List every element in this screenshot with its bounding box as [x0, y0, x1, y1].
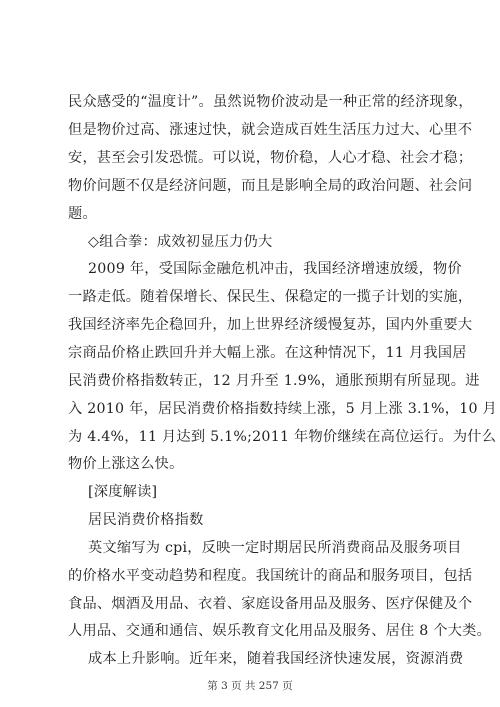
text-line: 为 4.4%，11 月达到 5.1%;2011 年物价继续在高位运行。为什么	[68, 429, 497, 445]
text-line: 物价上涨这么快。	[68, 456, 184, 472]
text-line: 入 2010 年，居民消费价格指数持续上涨，5 月上涨 3.1%，10 月	[68, 401, 497, 417]
text-line: 食品、烟酒及用品、衣着、家庭设备用品及服务、医疗保健及个	[68, 596, 473, 612]
text-line: 宗商品价格止跌回升并大幅上涨。在这种情况下，11 月我国居	[68, 345, 467, 361]
text-line: 题。	[68, 206, 97, 222]
text-line: 英文缩写为 cpi，反映一定时期居民所消费商品及服务项目	[88, 540, 462, 556]
text-line: 一路走低。随着保增长、保民生、保稳定的一揽子计划的实施，	[68, 289, 473, 305]
page-footer	[0, 678, 500, 693]
section-heading: ◇组合拳：成效初显压力仍大	[88, 234, 273, 250]
subheading: 居民消费价格指数	[88, 512, 204, 528]
text-line: 物价问题不仅是经济问题，而且是影响全局的政治问题、社会问	[68, 178, 473, 194]
text-line: 安，甚至会引发恐慌。可以说，物价稳，人心才稳、社会才稳；	[68, 150, 473, 166]
text-line: 民消费价格指数转正，12 月升至 1.9%，通胀预期有所显现。进	[68, 373, 480, 389]
section-label: [深度解读]	[88, 484, 158, 500]
text-line: 我国经济率先企稳回升，加上世界经济缓慢复苏，国内外重要大	[68, 317, 473, 333]
text-line: 2009 年，受国际金融危机冲击，我国经济增速放缓，物价	[88, 261, 462, 277]
text-line: 的价格水平变动趋势和程度。我国统计的商品和服务项目，包括	[68, 568, 473, 584]
text-line: 成本上升影响。近年来，随着我国经济快速发展，资源消费	[88, 651, 464, 667]
text-line: 人用品、交通和通信、娱乐教育文化用品及服务、居住 8 个大类。	[68, 623, 492, 639]
text-line: 民众感受的“温度计”。虽然说物价波动是一种正常的经济现象，	[68, 94, 473, 110]
text-line: 但是物价过高、涨速过快，就会造成百姓生活压力过大、心里不	[68, 122, 473, 138]
page-number-label: 第 3 页 共 257 页	[207, 680, 293, 692]
